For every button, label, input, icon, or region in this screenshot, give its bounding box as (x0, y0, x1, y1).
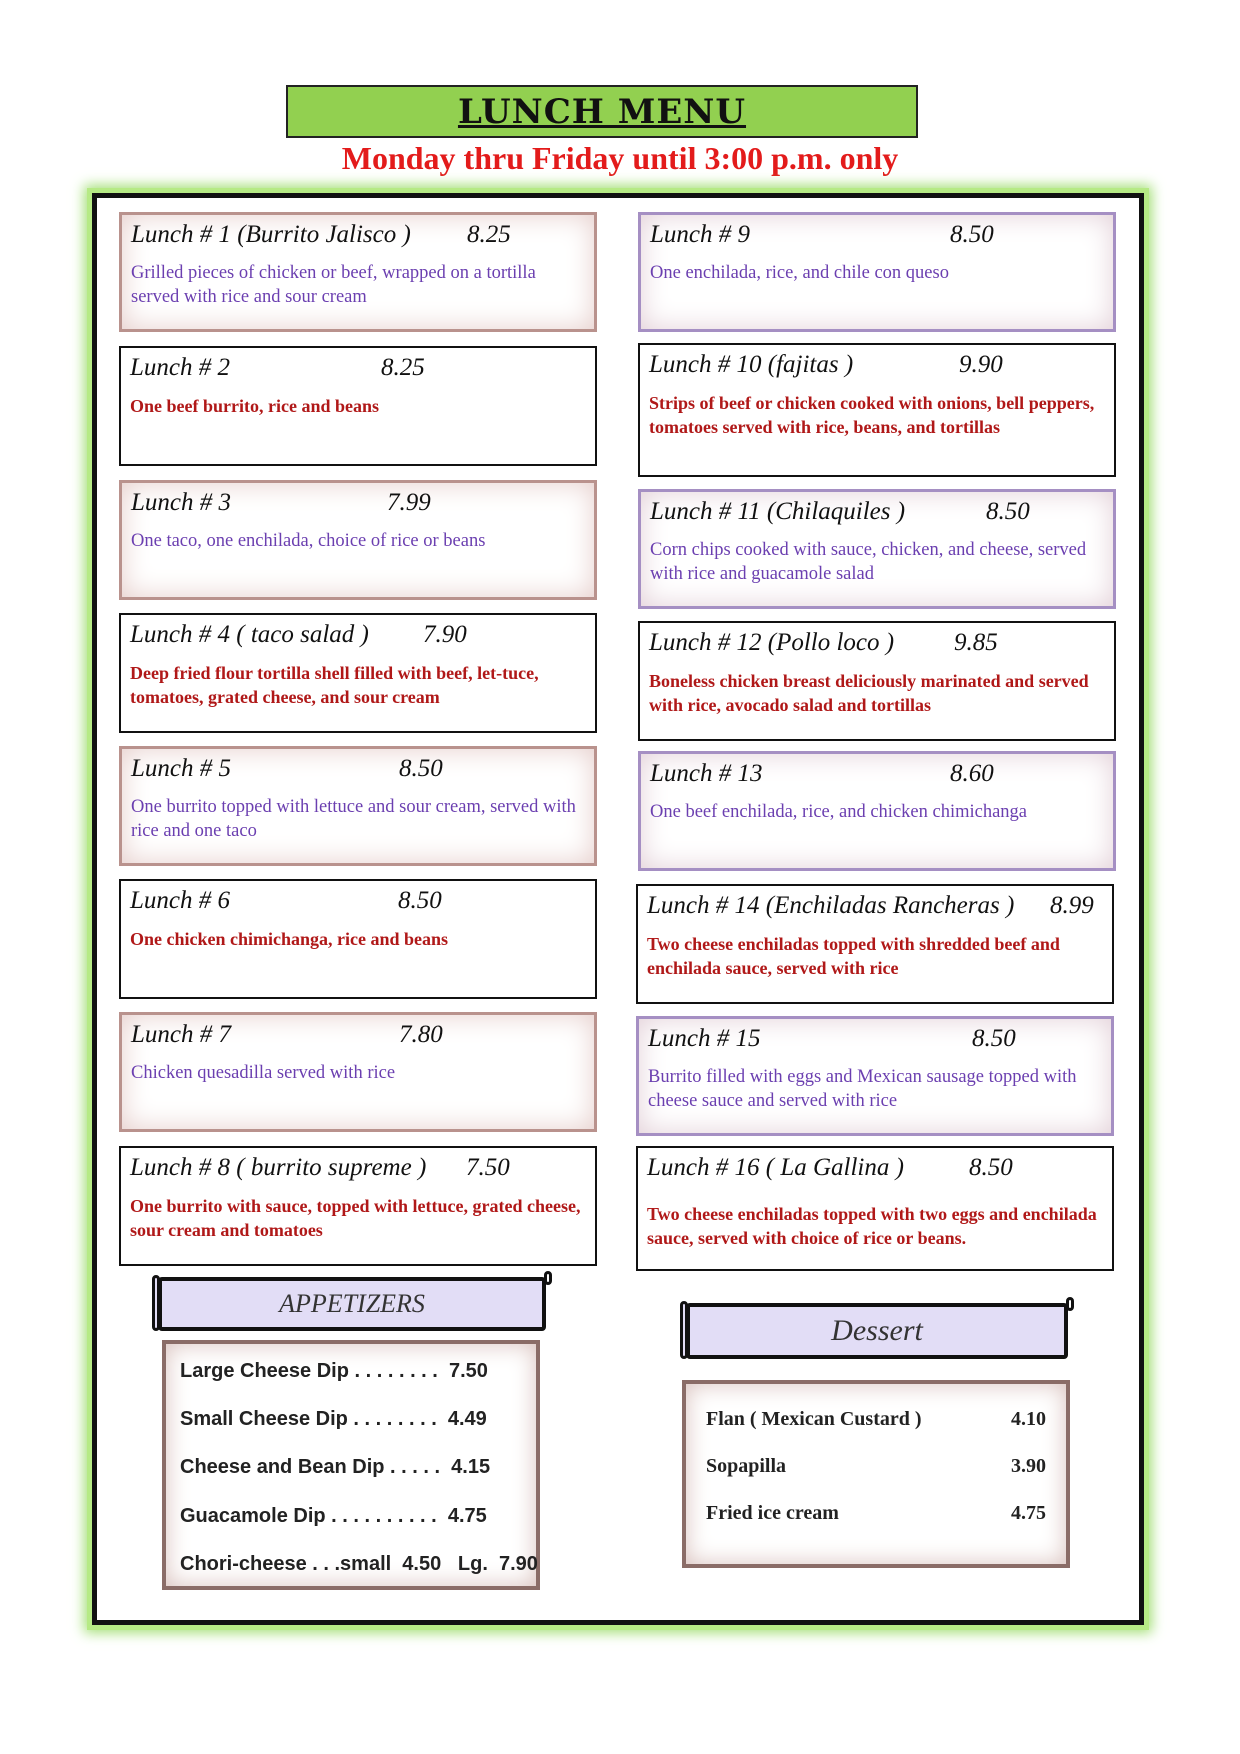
menu-subtitle: Monday thru Friday until 3:00 p.m. only (341, 140, 899, 176)
lunch-card-11 (638, 489, 1116, 609)
lunch-price: 8.50 (972, 1025, 1016, 1052)
lunch-price: 8.50 (969, 1154, 1013, 1181)
lunch-price: 9.85 (954, 629, 998, 656)
lunch-description: One taco, one enchilada, choice of rice or beans (131, 531, 486, 551)
dessert-banner (686, 1303, 1068, 1359)
lunch-description: Two cheese enchiladas topped with two eggs and enchilada sauce, served with choice of rice or beans. (647, 1204, 1097, 1248)
lunch-name: Lunch # 15 (648, 1025, 761, 1052)
appetizer-item: Guacamole Dip . . . . . . . . . . 4.75 (180, 1505, 487, 1527)
lunch-description: Chicken quesadilla served with rice (131, 1063, 396, 1083)
lunch-name: Lunch # 5 (131, 755, 231, 782)
lunch-card-2 (119, 346, 597, 466)
dessert-name: Sopapilla (706, 1455, 787, 1477)
lunch-description: Strips of beef or chicken cooked with onions, bell peppers, tomatoes served with rice, beans, and tortillas (649, 393, 1095, 437)
dessert-item (706, 1502, 1046, 1528)
lunch-card-16 (636, 1146, 1114, 1271)
dessert-item (706, 1408, 1046, 1434)
lunch-name: Lunch # 4 ( taco salad ) (130, 621, 369, 648)
lunch-description: Burrito filled with eggs and Mexican sausage topped with cheese sauce and served with rice (648, 1067, 1077, 1111)
lunch-card-13 (638, 751, 1116, 871)
lunch-price: 8.60 (950, 760, 994, 787)
dessert-price: 4.10 (1011, 1408, 1046, 1430)
lunch-name: Lunch # 11 (Chilaquiles ) (650, 498, 906, 525)
dessert-item (706, 1455, 1046, 1481)
lunch-name: Lunch # 10 (fajitas ) (649, 351, 854, 378)
lunch-name: Lunch # 8 ( burrito supreme ) (130, 1154, 427, 1181)
lunch-name: Lunch # 13 (650, 760, 763, 787)
lunch-card-7 (119, 1012, 597, 1132)
menu-title: LUNCH MENU (457, 91, 747, 132)
lunch-name: Lunch # 9 (650, 221, 750, 248)
lunch-card-15 (636, 1016, 1114, 1136)
dessert-name: Fried ice cream (706, 1502, 839, 1524)
lunch-card-14 (636, 884, 1114, 1004)
lunch-name: Lunch # 1 (Burrito Jalisco ) (131, 221, 411, 248)
lunch-price: 8.25 (381, 354, 425, 381)
appetizers-panel (162, 1340, 540, 1590)
dessert-name: Flan ( Mexican Custard ) (706, 1408, 922, 1430)
lunch-description: Boneless chicken breast deliciously marinated and served with rice, avocado salad and tortillas (649, 671, 1089, 715)
lunch-card-12 (638, 621, 1116, 741)
lunch-card-10 (638, 343, 1116, 477)
appetizer-item: Chori-cheese . . .small 4.50 Lg. 7.90 (180, 1553, 538, 1575)
menu-title-box (286, 85, 918, 138)
lunch-price: 7.90 (423, 621, 467, 648)
lunch-name: Lunch # 6 (130, 887, 230, 914)
lunch-card-4 (119, 613, 597, 733)
lunch-name: Lunch # 14 (Enchiladas Rancheras ) (647, 892, 1015, 919)
lunch-description: Deep fried flour tortilla shell filled with beef, let-tuce, tomatoes, grated cheese, and sour cream (130, 663, 539, 707)
lunch-price: 7.50 (466, 1154, 510, 1181)
lunch-name: Lunch # 2 (130, 354, 230, 381)
appetizers-heading: APPETIZERS (279, 1289, 425, 1318)
lunch-card-5 (119, 746, 597, 866)
dessert-price: 4.75 (1011, 1502, 1046, 1524)
lunch-description: One burrito with sauce, topped with lettuce, grated cheese, sour cream and tomatoes (130, 1196, 581, 1240)
appetizer-item: Large Cheese Dip . . . . . . . . 7.50 (180, 1360, 488, 1382)
lunch-name: Lunch # 7 (131, 1021, 231, 1048)
lunch-description: One chicken chimichanga, rice and beans (130, 929, 449, 949)
lunch-description: One beef enchilada, rice, and chicken chimichanga (650, 802, 1028, 822)
lunch-price: 8.99 (1050, 892, 1094, 919)
lunch-price: 7.80 (399, 1021, 443, 1048)
lunch-card-6 (119, 879, 597, 999)
lunch-price: 8.50 (398, 887, 442, 914)
lunch-price: 8.25 (467, 221, 511, 248)
lunch-description: Corn chips cooked with sauce, chicken, and cheese, served with rice and guacamole salad (650, 540, 1087, 584)
lunch-description: Grilled pieces of chicken or beef, wrapped on a tortilla served with rice and sour cream (131, 263, 536, 307)
lunch-card-3 (119, 480, 597, 600)
lunch-price: 8.50 (950, 221, 994, 248)
lunch-description: One beef burrito, rice and beans (130, 396, 379, 416)
dessert-price: 3.90 (1011, 1455, 1046, 1477)
lunch-description: One enchilada, rice, and chile con queso (650, 263, 949, 283)
lunch-description: One burrito topped with lettuce and sour cream, served with rice and one taco (131, 797, 576, 841)
lunch-card-9 (638, 212, 1116, 332)
lunch-description: Two cheese enchiladas topped with shredded beef and enchilada sauce, served with rice (647, 934, 1060, 978)
lunch-name: Lunch # 16 ( La Gallina ) (647, 1154, 904, 1181)
appetizers-banner (158, 1277, 546, 1331)
dessert-panel (682, 1380, 1070, 1568)
lunch-price: 8.50 (399, 755, 443, 782)
appetizer-item: Cheese and Bean Dip . . . . . 4.15 (180, 1456, 491, 1478)
appetizer-item: Small Cheese Dip . . . . . . . . 4.49 (180, 1408, 487, 1430)
lunch-price: 9.90 (959, 351, 1003, 378)
lunch-price: 8.50 (986, 498, 1030, 525)
lunch-name: Lunch # 12 (Pollo loco ) (649, 629, 895, 656)
dessert-heading: Dessert (831, 1314, 923, 1347)
lunch-name: Lunch # 3 (131, 489, 231, 516)
lunch-card-1 (119, 212, 597, 332)
lunch-price: 7.99 (387, 489, 431, 516)
lunch-card-8 (119, 1146, 597, 1266)
